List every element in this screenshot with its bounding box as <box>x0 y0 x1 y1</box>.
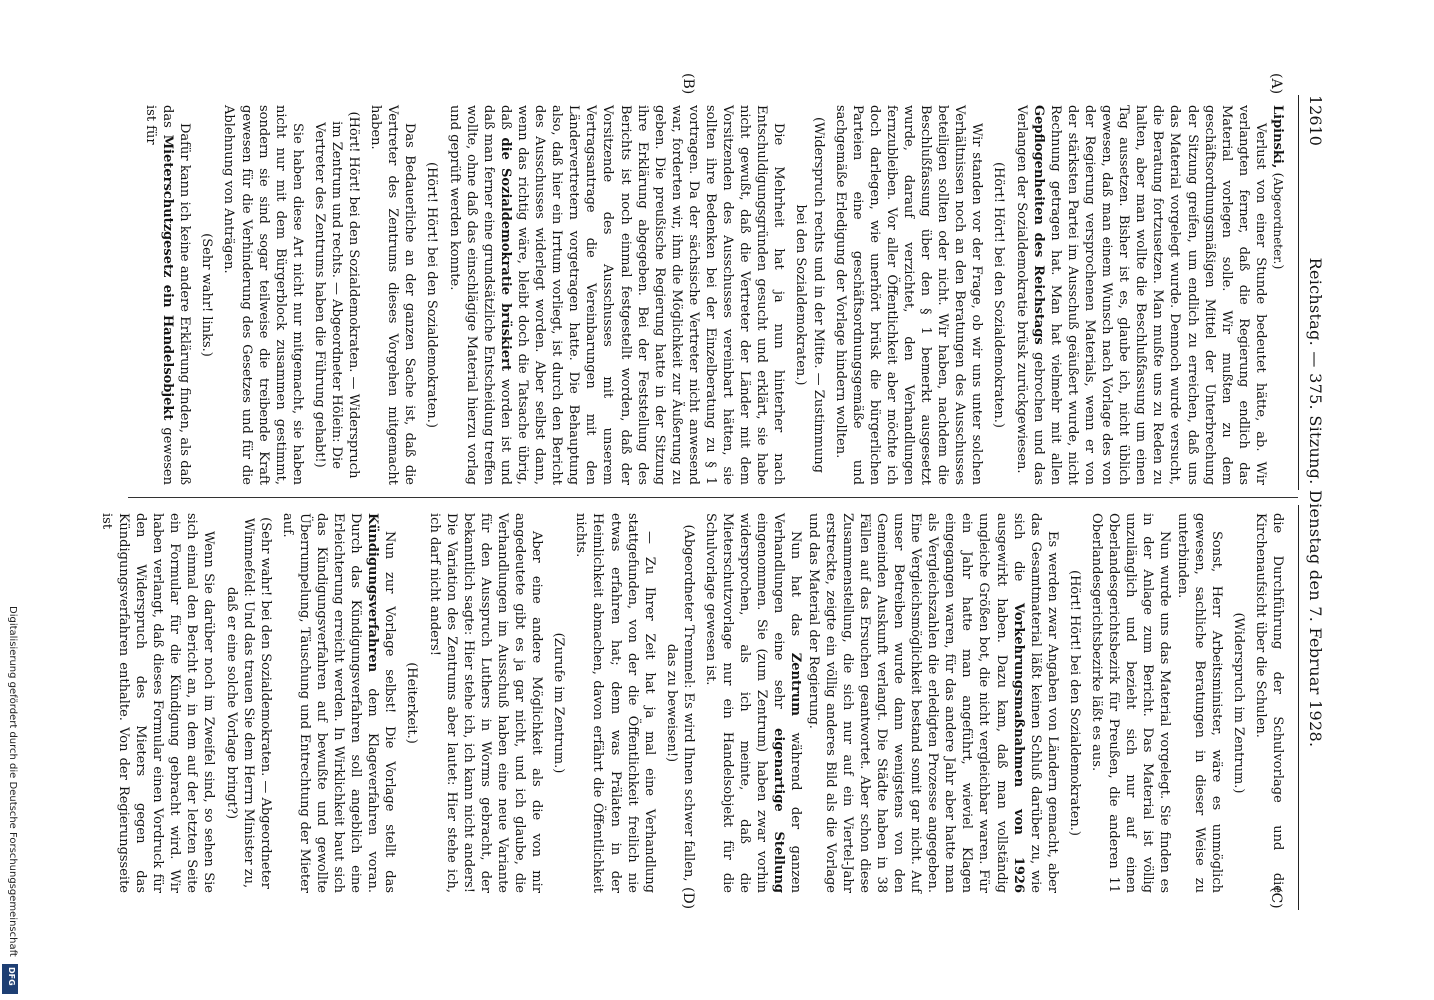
emphasis: Vorkehrungsmaßnahmen von 1926 <box>1010 602 1026 894</box>
left-column <box>111 105 1286 485</box>
paragraph: Wir standen vor der Frage, ob wir uns unter solchen Verhältnissen noch an den Beratungen des Ausschusses beteiligen sollten oder nicht. Wir haben, nachdem die Beschlußfassung über den § 1 bemerkt ausgesetzt wurde, darauf verzichtet, den Verhandlungen fernzubleiben. Vor aller Öffentlichkeit aber möchte ich doch darlegen, wie unerhört brüsk die bürgerlichen Parteien eine geschäftsordnungsgemäße und sachgemäße Erledigung der Vorlage hindern wollten. <box>832 105 985 485</box>
margin-mark-b: (B) <box>680 73 696 95</box>
page-title: Reichstag. — 375. Sitzung. Dienstag den 7. Februar 1928. <box>1306 257 1325 748</box>
speaker-line: Lipinski, (Abgeordneter.) <box>1270 105 1285 270</box>
emphasis: Mieterschutzgesetz ein Handelsobjekt <box>160 134 176 421</box>
emphasis: Zentrum <box>788 652 804 717</box>
emphasis: Gepflogenheiten des Reichstags <box>1030 105 1046 345</box>
header-rule-left <box>1298 95 1299 490</box>
paragraph: Nun zur Vorlage selbst! Die Vorlage stellt das Kündigungsverfahren dem Klageverfahren voran. Durch das Kündigungsverfahren soll angeblich eine Erleichterung erreicht werden. In Wirklichkeit baut sich das Kündigungsverfahren auf bewußte und gewollte Überrumpelung, Täuschung und Entrechtung der Mieter auf. <box>279 513 398 893</box>
interjection: (Hört! Hört! bei den Sozialdemokraten. — Widerspruch im Zentrum und rechts. — Abgeordneter Hölein: Die Vertreter des Zentrums haben die Führung gehabt!) <box>311 111 362 479</box>
reichstag-page <box>98 73 1326 910</box>
speaker-role: Abgeordneter. <box>1271 177 1285 265</box>
digitization-note: Digitalisierung gefördert durch die Deutsche Forschungsgemeinschaft <box>7 606 18 957</box>
paragraph: Sonst, Herr Arbeitsminister, wäre es unmöglich gewesen, sachliche Beratungen in dieser Weise zu unterbinden. <box>1174 513 1224 893</box>
interjection: (Widerspruch rechts und in der Mitte. — Zustimmung bei den Sozialdemokraten.) <box>793 117 826 473</box>
paragraph: Dafür kann ich keine andere Erklärung finden, als daß das Mieterschutzgesetz ein Handelsobjekt gewesen ist für <box>143 105 193 485</box>
interjection: (Hört! Hört! bei den Sozialdemokraten.) <box>991 162 1007 428</box>
interjection: (Hört! Hört! bei den Sozialdemokraten.) <box>424 162 440 428</box>
paragraph: — Zu Ihrer Zeit hat ja mal eine Verhandlung stattgefunden, von der die Öffentlichkeit freilich nie etwas erfahren hat; denn was Prälaten in der Heimlichkeit abmachen, davon erfährt die Öffentlichkeit nichts. <box>573 513 657 893</box>
interjection: (Sehr wahr! links.) <box>199 233 215 357</box>
paragraph: die Durchführung der Schulvorlage und die Kirchenaufsicht über die Schulen. <box>1252 513 1285 893</box>
emphasis: die Sozialdemokratie brüskiert <box>497 137 513 371</box>
column-divider <box>128 497 1298 498</box>
speaker-name: Lipinski, <box>1270 105 1285 169</box>
paragraph: Nun wurde uns das Material vorgelegt. Sie finden es in der Anlage zum Bericht. Das Material ist völlig unzulänglich und bezieht sich nur auf einen Oberlandesgerichtsbezirk für Preußen, die anderen 11 Oberlandesgerichtsbezirke läßt es aus. <box>1089 513 1173 893</box>
dfg-logo <box>2 964 18 994</box>
paragraph: Wenn Sie darüber noch im Zweifel sind, so sehen Sie sich einmal den Bericht an, in dem auf der letzten Seite ein Formular für die Kündigung gebracht wird. Wir haben verlangt, daß dieses Formular einen Vordruck für den Widerspruch des Mieters gegen das Kündigungsverfahren enthalte. Von der Regierungsseite ist <box>98 513 217 893</box>
interjection: (Heiterkeit.) <box>404 662 420 744</box>
paragraph: Verlust von einer Stunde bedeutet hätte, ab. Wir verlangten ferner, daß die Regierung endlich das Material vorlegen solle. Wir mußten zu dem geschäftsordnungsmäßigen Mittel der Unterbrechung der Sitzung greifen, um endlich zu erreichen, daß uns das Material vorgelegt wurde. Dennoch wurde versucht, die Beratung fortzusetzen. Man mußte uns zu Reden zu halten, aber man wollte die Beschlußfassung um einen Tag aussetzen. Bisher ist es, glaube ich, nicht üblich gewesen, daß man einem Wunsch nach Vorlage des von der Regierung versprochenen Materials, wenn er von der stärksten Partei im Ausschuß geäußert wurde, nicht Rechnung getragen hat. Man hat vielmehr mit allen Gepflogenheiten des Reichstags gebrochen und das Verlangen der Sozialdemokratie brüsk zurückgewiesen. <box>1013 105 1268 485</box>
digitization-footer <box>4 606 18 996</box>
header-rule-right <box>1298 505 1299 910</box>
paragraph: Nun hat das Zentrum während der ganzen Verhandlungen eine sehr eigenartige Stellung eingenommen. Sie (zum Zentrum) haben zwar vorhin widersprochen, als ich meinte, daß die Mieterschutzvorlage nur ein Handelsobjekt für die Schulvorlage gewesen ist. <box>703 513 804 893</box>
dfg-logo-text: DFG <box>7 967 16 986</box>
emphasis: Kündigungsverfahren <box>365 513 381 673</box>
running-head <box>1304 95 1326 910</box>
margin-mark-a: (A) <box>1268 73 1284 95</box>
interjection: (Abgeordneter Tremmel: Es wird Ihnen schwer fallen, das zu beweisen!) <box>663 524 696 882</box>
paragraph: Es werden zwar Angaben von Ländern gemacht, aber das Gesamtmaterial läßt keinen Schluß darüber zu, wie sich die Vorkehrungsmaßnahmen von 1926 ausgewirkt haben. Dazu kam, daß man vollständig ungleiche Größen bot, die nicht vergleichbar waren. Für ein Jahr hatte man angeführt, wieviel Klagen eingegangen waren, für das andere Jahr aber hatte man als Vergleichszahlen die erledigten Prozesse angegeben. Eine Vergleichsmöglichkeit bestand somit gar nicht. Auf unser Betreiben wurde dann wenigstens von den Gemeinden Auskunft verlangt. Die Städte haben in 38 Fällen auf das Ersuchen geantwortet. Aber schon diese Zusammenstellung, die sich nur auf ein Viertel-Jahr erstreckte, zeigte ein völlig anderes Bild als die Vorlage und das Material der Regierung. <box>805 513 1060 894</box>
paragraph: Das Bedauerliche an der ganzen Sache ist, daß die Vertreter des Zentrums dieses Vorgehen mitgemacht haben. <box>368 105 418 485</box>
right-column <box>98 513 1286 894</box>
paragraph: Aber eine andere Möglichkeit als die von mir angedeutete gibt es ja gar nicht, und ich glaube, die Verhandlungen im Ausschuß haben eine neue Variante für den Ausspruch Luthers in Worms gebracht, der bekanntlich sagte: Hier stehe ich, ich kann nicht anders! Die Variation des Zentrums aber lautet: Hier stehe ich, ich darf nicht anders! <box>426 513 545 893</box>
interjection: (Sehr wahr! bei den Sozialdemokraten. — Abgeordneter Wimmefeld: Und das trauen Sie dem Herrn Minister zu, daß er eine solche Vorlage bringt?) <box>223 517 273 889</box>
paragraph: Die Mehrheit hat ja nun hinterher nach Entschuldigungsgründen gesucht und erklärt, sie habe nicht gewußt, daß die Vertreter der Länder mit dem Vorsitzenden des Ausschusses vereinbart hätten, sie sollten ihre Bedenken bei der Einzelberatung zu § 1 vortragen. Da der sächsische Vertreter nicht anwesend war, forderten wir, ihm die Möglichkeit zur Äußerung zu geben. Die preußische Regierung hatte in der Sitzung ihre Erklärung abgegeben. Bei der Feststellung des Berichts ist noch einmal festgestellt worden, daß der Vorsitzende des Ausschusses mit unserem Vertragsantrage die Vereinbarungen mit den Ländervertretern vorgetragen hatte. Die Behauptung also, daß hier ein Irrtum vorliegt, ist durch den Bericht des Ausschusses widerlegt worden. Aber selbst dann, wenn das richtig wäre, bleibt doch die Tatsache übrig, daß die Sozialdemokratie brüskiert worden ist und daß man ferner eine grundsätzliche Entscheidung treffen wollte, ohne daß das einschlägige Material hierzu vorlag und geprüft werden konnte. <box>446 105 787 485</box>
margin-mark-c: (C) <box>1268 887 1284 909</box>
interjection: (Hört! Hört! bei den Sozialdemokraten.) <box>1066 570 1082 836</box>
margin-mark-d: (D) <box>680 887 696 910</box>
page-number: 12610 <box>1306 95 1325 146</box>
emphasis: eigenartige Stellung <box>771 728 787 893</box>
paragraph: Sie haben diese Art nicht nur mitgemacht, sie haben nicht nur mit dem Bürgerblock zusammen gestimmt, sondern sie sind sogar teilweise die treibende Kraft gewesen für die Verhinderung des Gesetzes und für die Ablehnung von Anträgen. <box>221 105 305 485</box>
interjection: (Zurufe im Zentrum.) <box>551 632 567 774</box>
interjection: (Widerspruch im Zentrum.) <box>1230 612 1246 794</box>
